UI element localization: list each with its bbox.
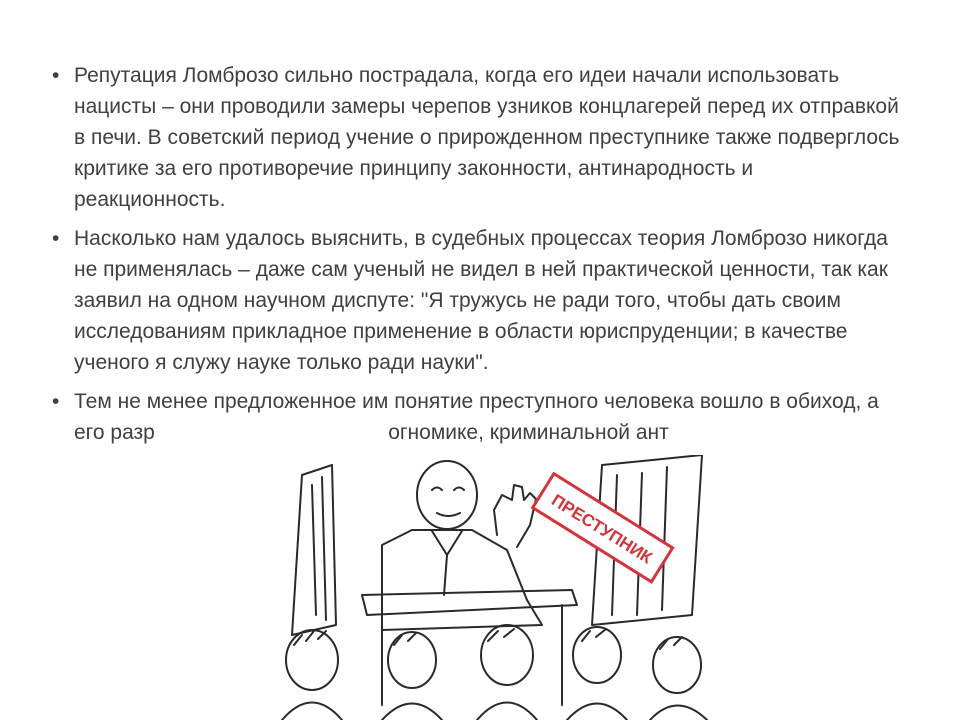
- bullet-marker: •: [52, 227, 60, 250]
- bullet-marker: •: [52, 64, 60, 87]
- bullet-text: Тем не менее предложенное им понятие преступного человека вошло в обиход, а его разр огномике, криминальной ант: [74, 390, 879, 444]
- bullet-text: Репутация Ломброзо сильно пострадала, когда его идеи начали использовать нацисты – они проводили замеры черепов узников концлагерей перед их отправкой в печи. В советский период учение о прирожденном преступнике также подверглось критике за его противоречие принципу законности, антинародность и реакционность.: [74, 64, 900, 211]
- bullet-item-1: [50, 60, 910, 215]
- sign-text: ПРЕСТУПНИК: [548, 490, 656, 568]
- courtroom-sketch-illustration: [272, 455, 712, 720]
- bullet-text: Насколько нам удалось выяснить, в судебных процессах теория Ломброзо никогда не применялась – даже сам ученый не видел в ней практической ценности, так как заявил на одном научном диспуте: "Я тружусь не ради того, чтобы дать своим исследованиям прикладное применение в области юриспруденции; в качестве ученого я служу науке только ради науки".: [74, 227, 888, 374]
- bullet-list: [50, 60, 910, 456]
- bullet-marker: •: [52, 390, 60, 413]
- bullet-item-2: [50, 223, 910, 378]
- bullet-item-3: [50, 386, 910, 448]
